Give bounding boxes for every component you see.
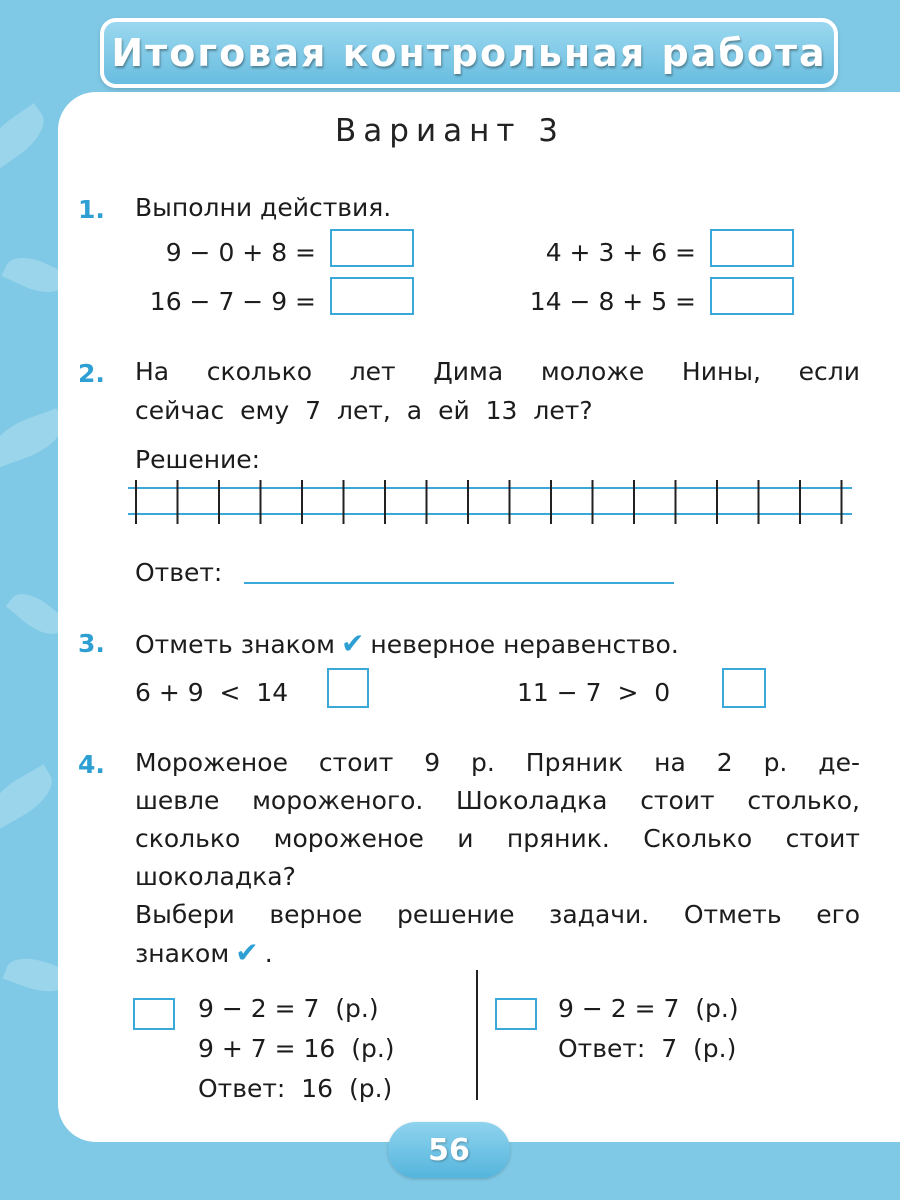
expression-3: 16 − 7 − 9 = <box>149 287 316 316</box>
expression-4: 14 − 8 + 5 = <box>529 287 696 316</box>
title-banner <box>100 18 838 88</box>
inequality-1-checkbox[interactable] <box>327 668 369 708</box>
page-number: 56 <box>428 1132 470 1168</box>
solution-label: Решение: <box>135 445 261 474</box>
solution-ruler-lines[interactable] <box>128 478 852 530</box>
task-2-line-1: На сколько лет Дима моложе Нины, если <box>135 357 860 386</box>
answer-box-3[interactable] <box>330 277 414 315</box>
task-3-text <box>135 627 679 660</box>
task-4-line-5: Выбери верное решение задачи. Отметь его <box>135 900 860 929</box>
task-4-line-1: Мороженое стоит 9 р. Пряник на 2 р. де- <box>135 748 860 777</box>
page-title: Итоговая контрольная работа <box>111 31 827 75</box>
inequality-2: 11 − 7 > 0 <box>517 678 671 707</box>
expression-2: 4 + 3 + 6 = <box>545 238 696 267</box>
inequality-2-checkbox[interactable] <box>722 668 766 708</box>
answer-label: Ответ: <box>135 558 223 587</box>
task-4-line-2: шевле мороженого. Шоколадка стоит столько, <box>135 786 860 815</box>
option-b-line-1: 9 − 2 = 7 (р.) <box>558 994 739 1023</box>
task-3-number: 3. <box>78 629 105 658</box>
task-1-text: Выполни действия. <box>135 193 392 222</box>
option-a-checkbox[interactable] <box>133 998 175 1030</box>
checkmark-icon: ✔ <box>235 936 259 969</box>
checkmark-icon: ✔ <box>340 627 365 660</box>
task-4-line-3: сколько мороженое и пряник. Сколько стоит <box>135 824 860 853</box>
task-2-number: 2. <box>78 359 105 388</box>
task-3-text-before: Отметь знаком <box>135 630 335 659</box>
answer-box-1[interactable] <box>330 229 414 267</box>
leaf-decoration <box>0 764 61 829</box>
options-divider <box>476 970 478 1100</box>
variant-heading: Вариант 3 <box>335 113 565 149</box>
task-1-number: 1. <box>78 195 105 224</box>
inequality-1: 6 + 9 < 14 <box>135 678 289 707</box>
task-4-line-6-end: . <box>264 939 273 968</box>
option-a-line-2: 9 + 7 = 16 (р.) <box>198 1034 395 1063</box>
task-2-line-2: сейчас ему 7 лет, а ей 13 лет? <box>135 396 593 425</box>
task-4-line-4: шоколадка? <box>135 862 296 891</box>
task-4-number: 4. <box>78 750 105 779</box>
option-b-answer: Ответ: 7 (р.) <box>558 1034 737 1063</box>
option-b-checkbox[interactable] <box>495 998 537 1030</box>
page-number-badge <box>388 1122 510 1178</box>
answer-box-2[interactable] <box>710 229 794 267</box>
answer-box-4[interactable] <box>710 277 794 315</box>
option-a-answer: Ответ: 16 (р.) <box>198 1074 393 1103</box>
task-3-text-after: неверное неравенство. <box>370 630 679 659</box>
answer-line[interactable] <box>244 582 674 584</box>
expression-1: 9 − 0 + 8 = <box>165 238 316 267</box>
task-4-line-6 <box>135 936 273 969</box>
task-4-line-6-text: знаком <box>135 939 230 968</box>
option-a-line-1: 9 − 2 = 7 (р.) <box>198 994 379 1023</box>
